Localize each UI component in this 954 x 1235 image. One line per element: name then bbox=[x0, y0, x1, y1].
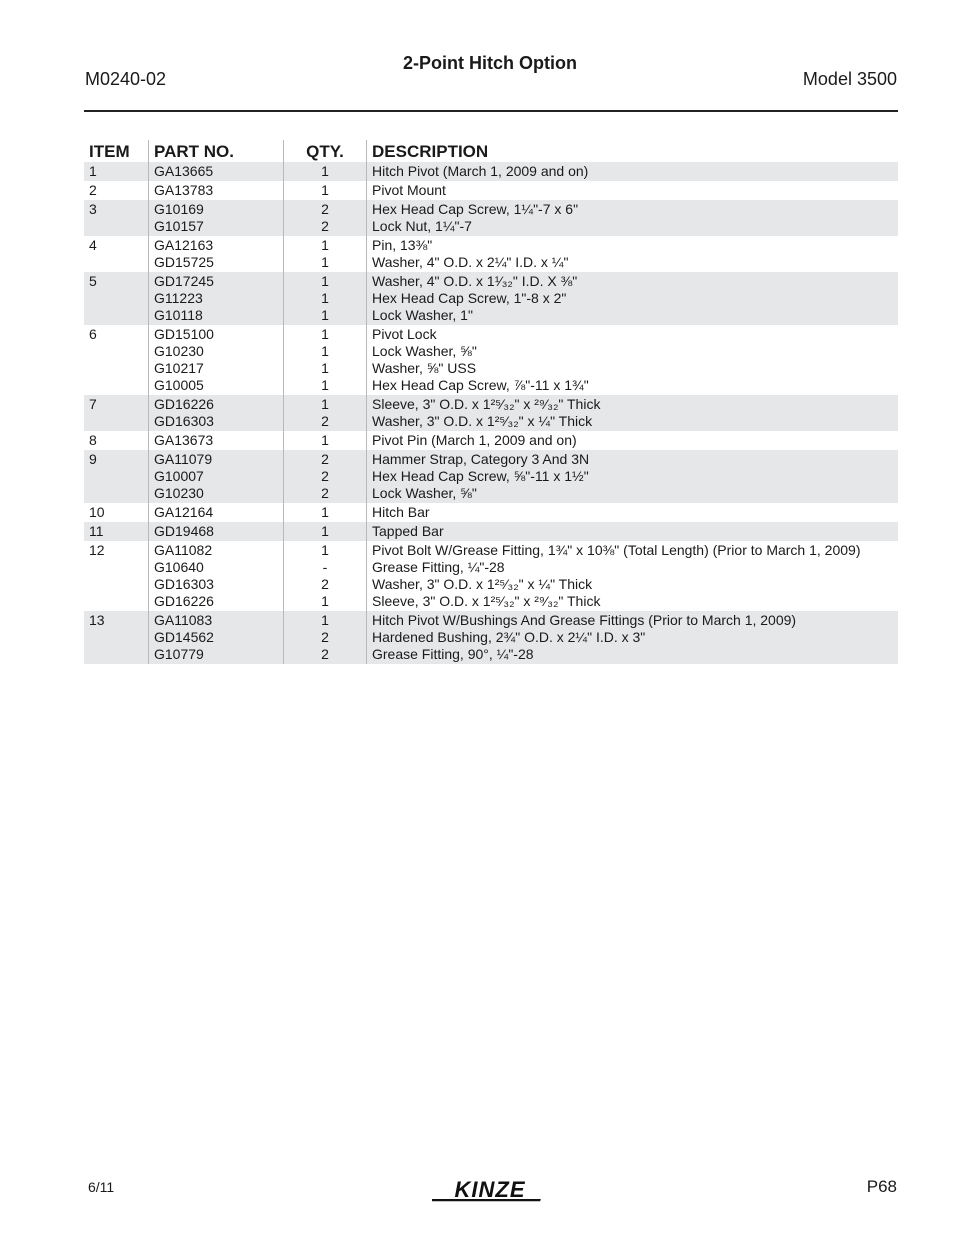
logo-wordmark: KINZE bbox=[454, 1177, 526, 1202]
quantity: 1 bbox=[321, 523, 329, 539]
part-number: G10169 bbox=[154, 201, 204, 217]
part-number: GD19468 bbox=[154, 523, 214, 539]
table-row bbox=[84, 541, 898, 611]
model-label: Model 3500 bbox=[802, 69, 897, 89]
part-number: G10007 bbox=[154, 468, 204, 484]
quantity: 2 bbox=[321, 218, 329, 234]
quantity: 1 bbox=[321, 163, 329, 179]
description-cell bbox=[367, 503, 899, 522]
description-cell bbox=[367, 522, 899, 541]
part-number: G10230 bbox=[154, 485, 204, 501]
description: Lock Nut, 1¼"-7 bbox=[372, 218, 472, 234]
part-number-cell bbox=[149, 503, 284, 522]
description-cell bbox=[367, 395, 899, 431]
item-number-cell bbox=[84, 395, 149, 431]
part-number: GA11083 bbox=[154, 612, 213, 628]
quantity: 1 bbox=[321, 612, 329, 628]
part-number: GD15100 bbox=[154, 326, 214, 342]
table-row bbox=[84, 272, 898, 325]
part-number: GD16303 bbox=[154, 413, 214, 429]
part-number: GD14562 bbox=[154, 629, 214, 645]
part-number: GA11082 bbox=[154, 542, 213, 558]
part-number-cell bbox=[149, 200, 284, 236]
description: Grease Fitting, ¼"-28 bbox=[372, 559, 505, 575]
column-header-description: DESCRIPTION bbox=[367, 140, 899, 162]
item-number-cell bbox=[84, 181, 149, 200]
quantity: 1 bbox=[321, 432, 329, 448]
quantity-cell bbox=[284, 431, 367, 450]
quantity-cell bbox=[284, 450, 367, 503]
part-number-cell bbox=[149, 611, 284, 664]
description: Hardened Bushing, 2¾" O.D. x 2¼" I.D. x 3" bbox=[372, 629, 646, 645]
column-header-part-no: PART NO. bbox=[149, 140, 284, 162]
quantity: 2 bbox=[321, 468, 329, 484]
part-number: GD16226 bbox=[154, 593, 214, 609]
item-number: 2 bbox=[89, 182, 97, 198]
part-number-cell bbox=[149, 431, 284, 450]
quantity-cell bbox=[284, 236, 367, 272]
part-number: GD17245 bbox=[154, 273, 214, 289]
description: Pivot Bolt W/Grease Fitting, 1¾" x 10⅜" (Total Length) (Prior to March 1, 2009) bbox=[372, 542, 861, 558]
part-number: GA13783 bbox=[154, 182, 214, 198]
part-number: G10217 bbox=[154, 360, 204, 376]
table-row bbox=[84, 181, 898, 200]
part-number-cell bbox=[149, 325, 284, 395]
quantity: 1 bbox=[321, 254, 329, 270]
quantity-cell bbox=[284, 611, 367, 664]
quantity: 2 bbox=[321, 451, 329, 467]
part-number: GA13665 bbox=[154, 163, 214, 179]
page-title: 2-Point Hitch Option bbox=[403, 53, 577, 73]
table-row bbox=[84, 162, 898, 181]
quantity: 1 bbox=[321, 377, 329, 393]
item-number-cell bbox=[84, 611, 149, 664]
part-number: G10640 bbox=[154, 559, 204, 575]
description: Washer, 4" O.D. x 2¼" I.D. x ¼" bbox=[372, 254, 569, 270]
item-number-cell bbox=[84, 236, 149, 272]
description-cell bbox=[367, 450, 899, 503]
description: Hammer Strap, Category 3 And 3N bbox=[372, 451, 590, 467]
description-cell bbox=[367, 541, 899, 611]
quantity: 1 bbox=[321, 593, 329, 609]
description: Lock Washer, ⅝" bbox=[372, 343, 477, 359]
part-number: G10230 bbox=[154, 343, 204, 359]
description: Washer, 3" O.D. x 1²⁵⁄₃₂" x ¼" Thick bbox=[372, 576, 593, 592]
part-number: G11223 bbox=[154, 290, 203, 306]
description-cell bbox=[367, 611, 899, 664]
item-number-cell bbox=[84, 162, 149, 181]
description: Sleeve, 3" O.D. x 1²⁵⁄₃₂" x ²⁹⁄₃₂" Thick bbox=[372, 593, 601, 609]
part-number: GA12164 bbox=[154, 504, 214, 520]
table-row bbox=[84, 236, 898, 272]
table-row bbox=[84, 522, 898, 541]
table-row bbox=[84, 450, 898, 503]
item-number: 10 bbox=[89, 504, 105, 520]
column-header-qty: QTY. bbox=[284, 140, 367, 162]
item-number-cell bbox=[84, 450, 149, 503]
part-number-cell bbox=[149, 541, 284, 611]
part-number: G10118 bbox=[154, 307, 203, 323]
part-number-cell bbox=[149, 450, 284, 503]
quantity: 1 bbox=[321, 326, 329, 342]
quantity: - bbox=[322, 559, 328, 575]
description-cell bbox=[367, 431, 899, 450]
description: Tapped Bar bbox=[372, 523, 444, 539]
part-number: G10157 bbox=[154, 218, 204, 234]
table-row bbox=[84, 431, 898, 450]
part-number: GD16303 bbox=[154, 576, 214, 592]
part-number: G10779 bbox=[154, 646, 204, 662]
description: Washer, ⅝" USS bbox=[372, 360, 477, 376]
description-cell bbox=[367, 236, 899, 272]
table-header-row bbox=[84, 140, 898, 162]
part-number: GD15725 bbox=[154, 254, 214, 270]
quantity-cell bbox=[284, 503, 367, 522]
description: Hex Head Cap Screw, ⅝"-11 x 1½" bbox=[372, 468, 589, 484]
quantity: 1 bbox=[321, 273, 329, 289]
description: Hex Head Cap Screw, 1"-8 x 2" bbox=[372, 290, 567, 306]
part-number: GA11079 bbox=[154, 451, 213, 467]
description: Pivot Mount bbox=[372, 182, 446, 198]
description-cell bbox=[367, 272, 899, 325]
item-number-cell bbox=[84, 431, 149, 450]
page-number: P68 bbox=[866, 1177, 897, 1196]
quantity: 2 bbox=[321, 485, 329, 501]
description: Sleeve, 3" O.D. x 1²⁵⁄₃₂" x ²⁹⁄₃₂" Thick bbox=[372, 396, 601, 412]
table-row bbox=[84, 395, 898, 431]
description: Pivot Lock bbox=[372, 326, 437, 342]
part-number: GA13673 bbox=[154, 432, 214, 448]
quantity: 2 bbox=[321, 413, 329, 429]
description-cell bbox=[367, 181, 899, 200]
quantity-cell bbox=[284, 541, 367, 611]
description: Pivot Pin (March 1, 2009 and on) bbox=[372, 432, 577, 448]
table-row bbox=[84, 325, 898, 395]
item-number-cell bbox=[84, 325, 149, 395]
item-number: 1 bbox=[89, 163, 97, 179]
item-number-cell bbox=[84, 541, 149, 611]
description: Hitch Pivot W/Bushings And Grease Fittings (Prior to March 1, 2009) bbox=[372, 612, 797, 628]
description: Grease Fitting, 90°, ¼"-28 bbox=[372, 646, 534, 662]
quantity: 2 bbox=[321, 629, 329, 645]
parts-table-body bbox=[84, 162, 898, 664]
part-number: G10005 bbox=[154, 377, 204, 393]
part-number-cell bbox=[149, 272, 284, 325]
description: Washer, 3" O.D. x 1²⁵⁄₃₂" x ¼" Thick bbox=[372, 413, 593, 429]
quantity-cell bbox=[284, 272, 367, 325]
parts-table bbox=[84, 140, 898, 664]
revision-date: 6/11 bbox=[88, 1179, 115, 1195]
item-number-cell bbox=[84, 522, 149, 541]
item-number: 6 bbox=[89, 326, 97, 342]
kinze-logo bbox=[432, 1177, 550, 1205]
part-number: GD16226 bbox=[154, 396, 214, 412]
item-number: 5 bbox=[89, 273, 97, 289]
quantity: 1 bbox=[321, 396, 329, 412]
column-header-item: ITEM bbox=[89, 142, 130, 161]
quantity: 1 bbox=[321, 237, 329, 253]
item-number: 12 bbox=[89, 542, 105, 558]
item-number-cell bbox=[84, 503, 149, 522]
quantity: 1 bbox=[321, 542, 329, 558]
item-number: 13 bbox=[89, 612, 105, 628]
quantity: 1 bbox=[321, 307, 329, 323]
item-number-cell bbox=[84, 200, 149, 236]
quantity: 1 bbox=[321, 343, 329, 359]
quantity-cell bbox=[284, 200, 367, 236]
header-divider bbox=[84, 110, 898, 112]
quantity-cell bbox=[284, 395, 367, 431]
description: Hex Head Cap Screw, ⅞"-11 x 1¾" bbox=[372, 377, 589, 393]
item-number: 4 bbox=[89, 237, 97, 253]
quantity-cell bbox=[284, 325, 367, 395]
quantity: 2 bbox=[321, 576, 329, 592]
quantity: 1 bbox=[321, 290, 329, 306]
item-number-cell bbox=[84, 272, 149, 325]
quantity-cell bbox=[284, 181, 367, 200]
part-number-cell bbox=[149, 162, 284, 181]
description: Hitch Bar bbox=[372, 504, 430, 520]
description: Pin, 13⅜" bbox=[372, 237, 433, 253]
item-number: 8 bbox=[89, 432, 97, 448]
description-cell bbox=[367, 162, 899, 181]
table-row bbox=[84, 611, 898, 664]
description: Lock Washer, 1" bbox=[372, 307, 473, 323]
quantity: 1 bbox=[321, 182, 329, 198]
document-number: M0240-02 bbox=[85, 69, 167, 89]
description-cell bbox=[367, 325, 899, 395]
part-number-cell bbox=[149, 181, 284, 200]
quantity-cell bbox=[284, 522, 367, 541]
item-number: 3 bbox=[89, 201, 97, 217]
description: Hitch Pivot (March 1, 2009 and on) bbox=[372, 163, 589, 179]
item-number: 7 bbox=[89, 396, 97, 412]
description: Lock Washer, ⅝" bbox=[372, 485, 477, 501]
table-row bbox=[84, 503, 898, 522]
item-number: 9 bbox=[89, 451, 97, 467]
item-number: 11 bbox=[89, 523, 104, 539]
table-row bbox=[84, 200, 898, 236]
quantity: 2 bbox=[321, 201, 329, 217]
quantity-cell bbox=[284, 162, 367, 181]
part-number-cell bbox=[149, 236, 284, 272]
part-number-cell bbox=[149, 522, 284, 541]
part-number-cell bbox=[149, 395, 284, 431]
description-cell bbox=[367, 200, 899, 236]
quantity: 1 bbox=[321, 504, 329, 520]
quantity: 1 bbox=[321, 360, 329, 376]
description: Hex Head Cap Screw, 1¼"-7 x 6" bbox=[372, 201, 579, 217]
description: Washer, 4" O.D. x 1¹⁄₃₂" I.D. X ⅜" bbox=[372, 273, 578, 289]
part-number: GA12163 bbox=[154, 237, 214, 253]
quantity: 2 bbox=[321, 646, 329, 662]
